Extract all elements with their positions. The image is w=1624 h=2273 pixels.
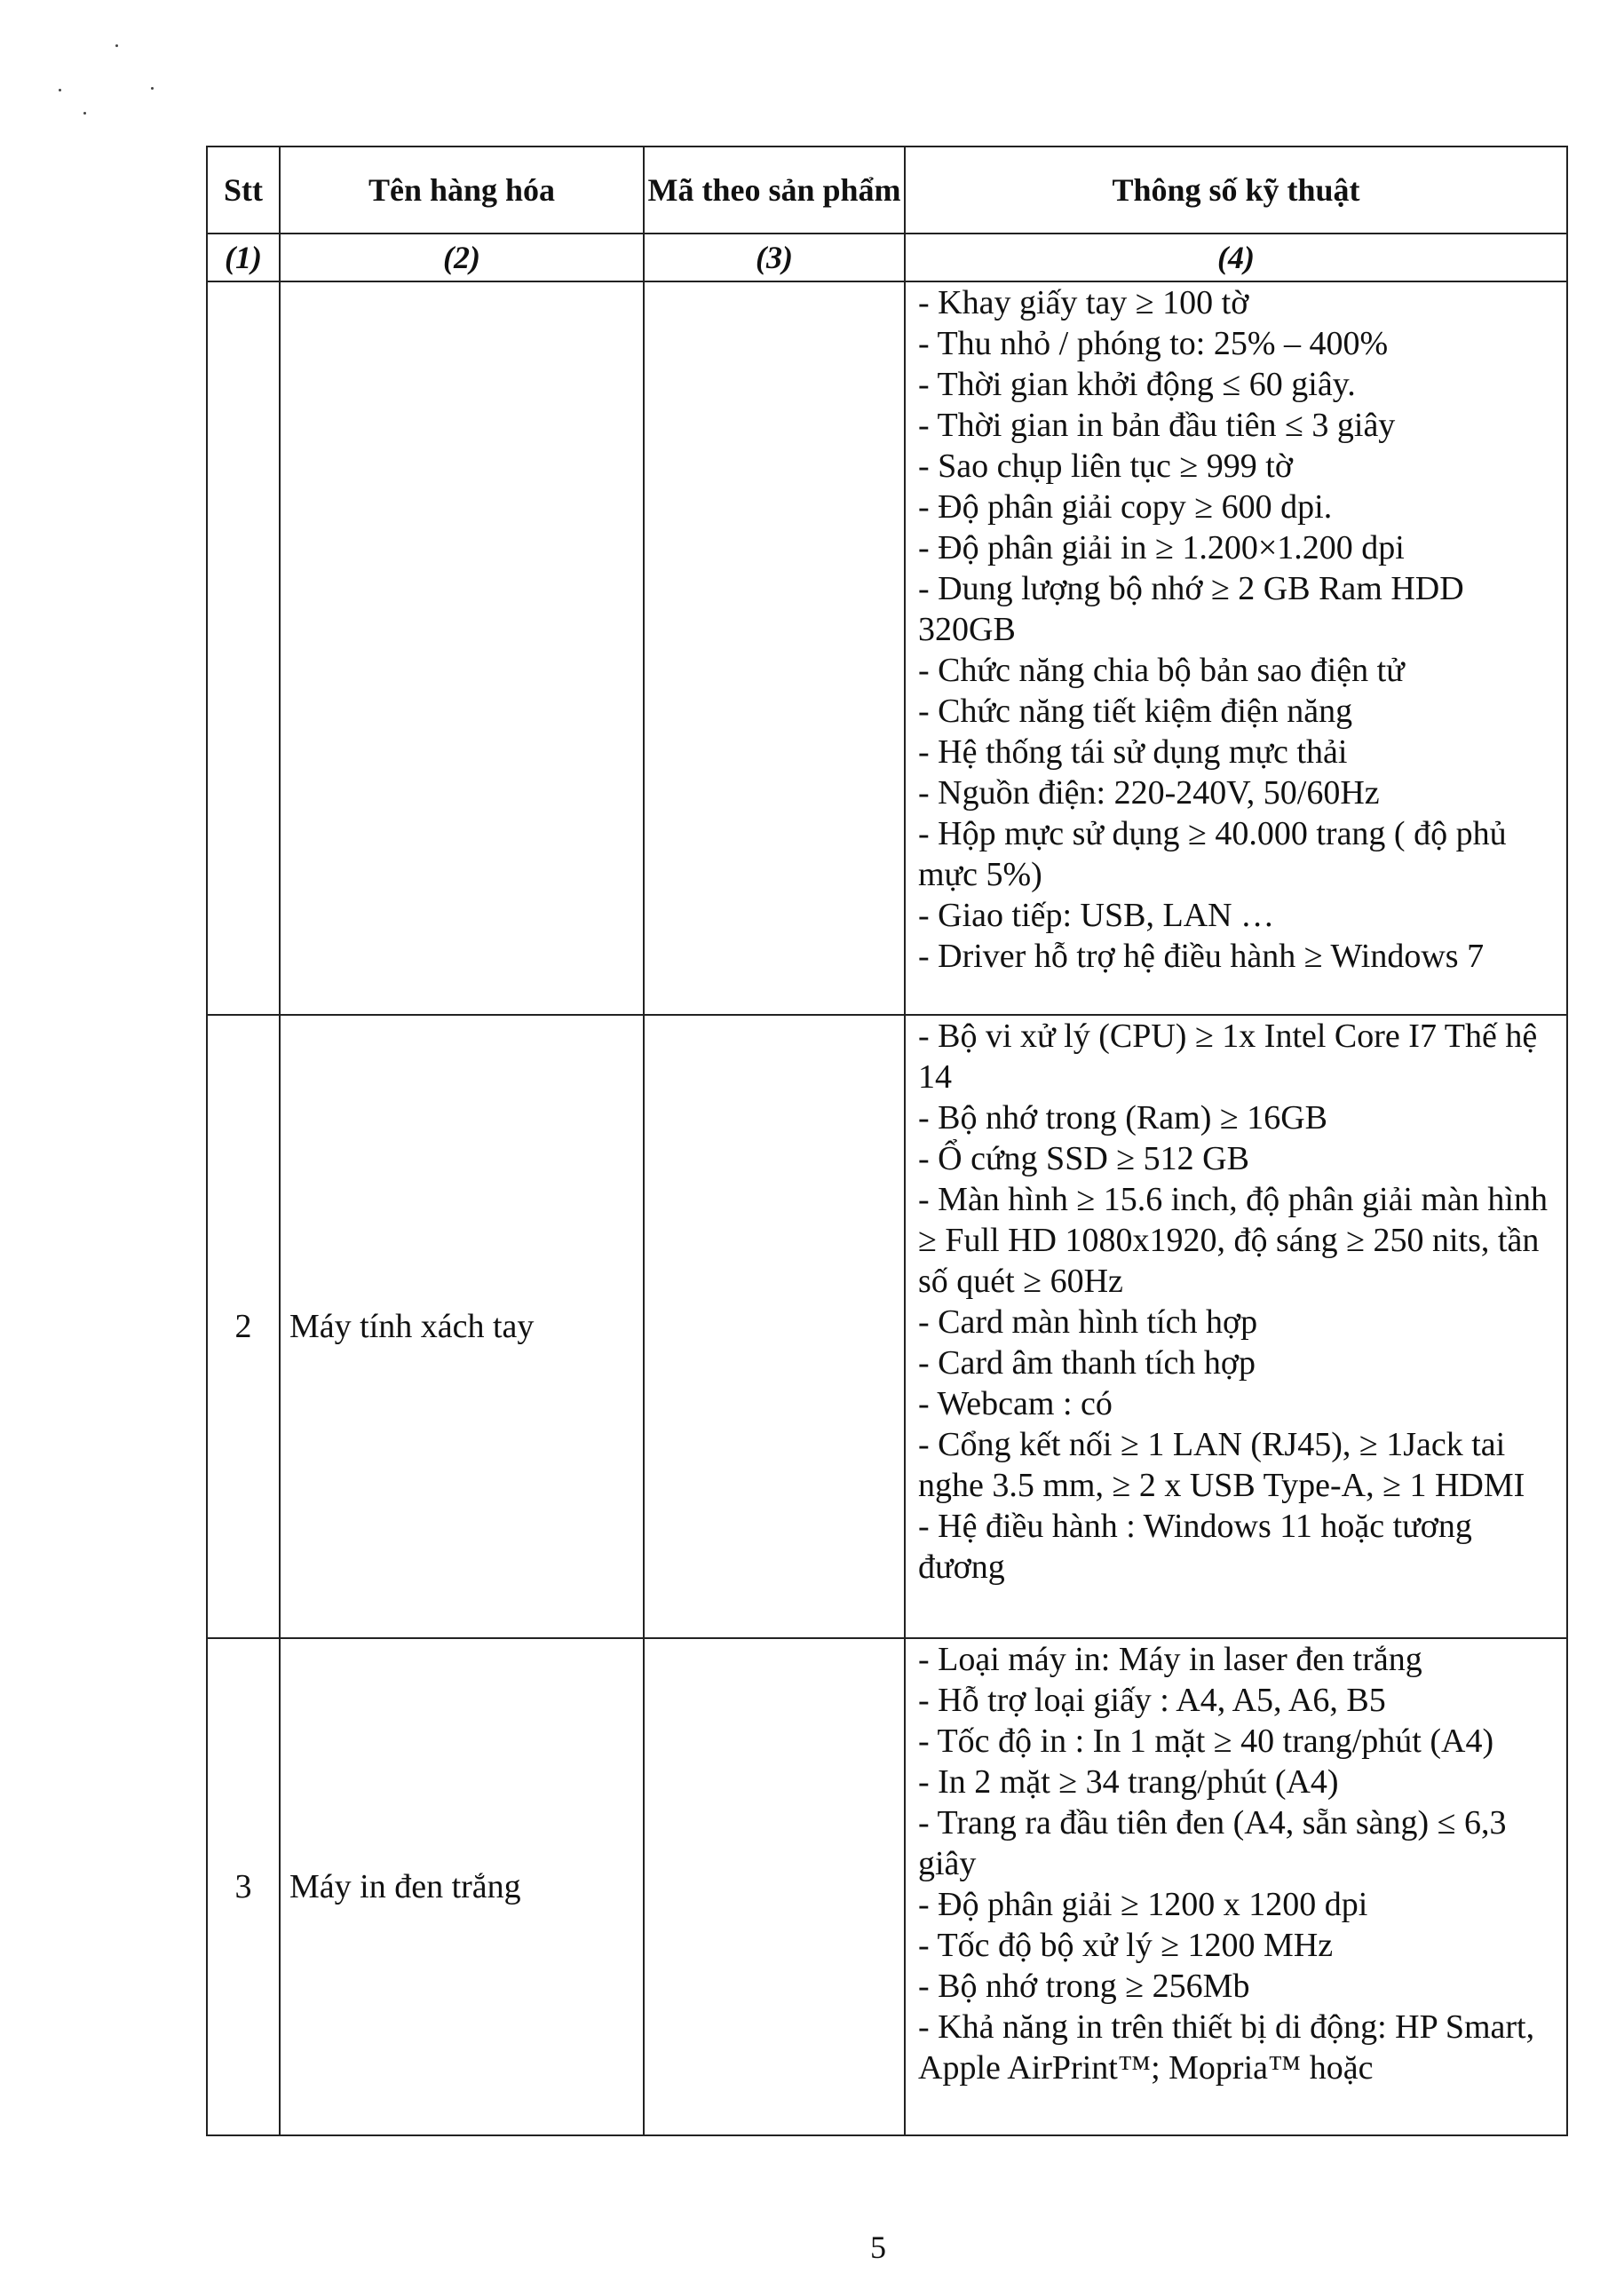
spec-line: - Hệ thống tái sử dụng mực thải <box>918 733 1348 771</box>
table-row <box>207 281 1567 1015</box>
spec-line: - Cổng kết nối ≥ 1 LAN (RJ45), ≥ 1Jack tai nghe 3.5 mm, ≥ 2 x USB Type-A, ≥ 1 HDMI <box>918 1426 1525 1504</box>
header-product-name: Tên hàng hóa <box>280 147 644 234</box>
row-product-name: Máy in đen trắng <box>280 1638 644 2135</box>
row-product-code <box>644 1015 905 1638</box>
row-product-code <box>644 281 905 1015</box>
scan-speck <box>151 87 154 90</box>
spec-line: - Card âm thanh tích hợp <box>918 1344 1256 1382</box>
spec-line: - Nguồn điện: 220-240V, 50/60Hz <box>918 774 1380 812</box>
scan-speck <box>83 112 86 115</box>
header-technical-specs: Thông số kỹ thuật <box>905 147 1567 234</box>
spec-line: - Hộp mực sử dụng ≥ 40.000 trang ( độ phủ mực 5%) <box>918 815 1507 893</box>
spec-line: - Chức năng tiết kiệm điện năng <box>918 693 1353 730</box>
row-technical-specs <box>905 1638 1567 2135</box>
spec-line: - Bộ nhớ trong ≥ 256Mb <box>918 1968 1250 2005</box>
spec-line: - Dung lượng bộ nhớ ≥ 2 GB Ram HDD 320GB <box>918 570 1464 648</box>
spec-line: - Thu nhỏ / phóng to: 25% – 400% <box>918 325 1389 362</box>
spec-line: - Thời gian khởi động ≤ 60 giây. <box>918 366 1356 403</box>
page-number: 5 <box>870 2229 886 2265</box>
spec-line: - Tốc độ bộ xử lý ≥ 1200 MHz <box>918 1927 1334 1964</box>
spec-line: - Ổ cứng SSD ≥ 512 GB <box>918 1140 1249 1177</box>
spec-line: - Chức năng chia bộ bản sao điện tử <box>918 652 1405 689</box>
spec-line: - In 2 mặt ≥ 34 trang/phút (A4) <box>918 1763 1339 1801</box>
spec-line: - Bộ vi xử lý (CPU) ≥ 1x Intel Core I7 Thế hệ 14 <box>918 1018 1538 1096</box>
column-number-4: (4) <box>905 234 1567 281</box>
row-product-name: Máy tính xách tay <box>280 1015 644 1638</box>
row-technical-specs <box>905 281 1567 1015</box>
row-stt: 2 <box>207 1015 280 1638</box>
spec-line: - Sao chụp liên tục ≥ 999 tờ <box>918 447 1293 485</box>
spec-line: - Hỗ trợ loại giấy : A4, A5, A6, B5 <box>918 1682 1386 1719</box>
row-stt: 3 <box>207 1638 280 2135</box>
spec-line: - Màn hình ≥ 15.6 inch, độ phân giải màn hình ≥ Full HD 1080x1920, độ sáng ≥ 250 nits, tần số quét ≥ 60Hz <box>918 1181 1548 1300</box>
spec-line: - Loại máy in: Máy in laser đen trắng <box>918 1641 1422 1678</box>
specs-table <box>206 146 1568 2136</box>
spec-line: - Khay giấy tay ≥ 100 tờ <box>918 284 1249 321</box>
header-stt: Stt <box>207 147 280 234</box>
scan-speck <box>59 89 61 91</box>
row-product-code <box>644 1638 905 2135</box>
spec-line: - Độ phân giải ≥ 1200 x 1200 dpi <box>918 1886 1368 1923</box>
column-number-1: (1) <box>207 234 280 281</box>
column-number-row <box>207 234 1567 281</box>
column-number-2: (2) <box>280 234 644 281</box>
scan-speck <box>115 44 118 47</box>
row-product-name <box>280 281 644 1015</box>
spec-line: - Webcam : có <box>918 1385 1113 1422</box>
spec-line: - Độ phân giải copy ≥ 600 dpi. <box>918 488 1333 526</box>
spec-line: - Thời gian in bản đầu tiên ≤ 3 giây <box>918 407 1396 444</box>
table-header-row <box>207 147 1567 234</box>
spec-line: - Trang ra đầu tiên đen (A4, sẵn sàng) ≤ 6,3 giây <box>918 1804 1507 1882</box>
spec-line: - Bộ nhớ trong (Ram) ≥ 16GB <box>918 1099 1328 1136</box>
spec-line: - Khả năng in trên thiết bị di động: HP Smart, Apple AirPrint™; Mopria™ hoặc <box>918 2008 1535 2087</box>
table-row <box>207 1015 1567 1638</box>
row-technical-specs <box>905 1015 1567 1638</box>
spec-line: - Độ phân giải in ≥ 1.200×1.200 dpi <box>918 529 1405 566</box>
table-row <box>207 1638 1567 2135</box>
row-stt <box>207 281 280 1015</box>
spec-line: - Hệ điều hành : Windows 11 hoặc tương đương <box>918 1508 1472 1586</box>
column-number-3: (3) <box>644 234 905 281</box>
spec-line: - Giao tiếp: USB, LAN … <box>918 897 1275 934</box>
spec-line: - Driver hỗ trợ hệ điều hành ≥ Windows 7 <box>918 938 1485 975</box>
spec-line: - Tốc độ in : In 1 mặt ≥ 40 trang/phút (A4) <box>918 1723 1494 1760</box>
header-product-code: Mã theo sản phẩm <box>644 147 905 234</box>
spec-line: - Card màn hình tích hợp <box>918 1303 1258 1341</box>
